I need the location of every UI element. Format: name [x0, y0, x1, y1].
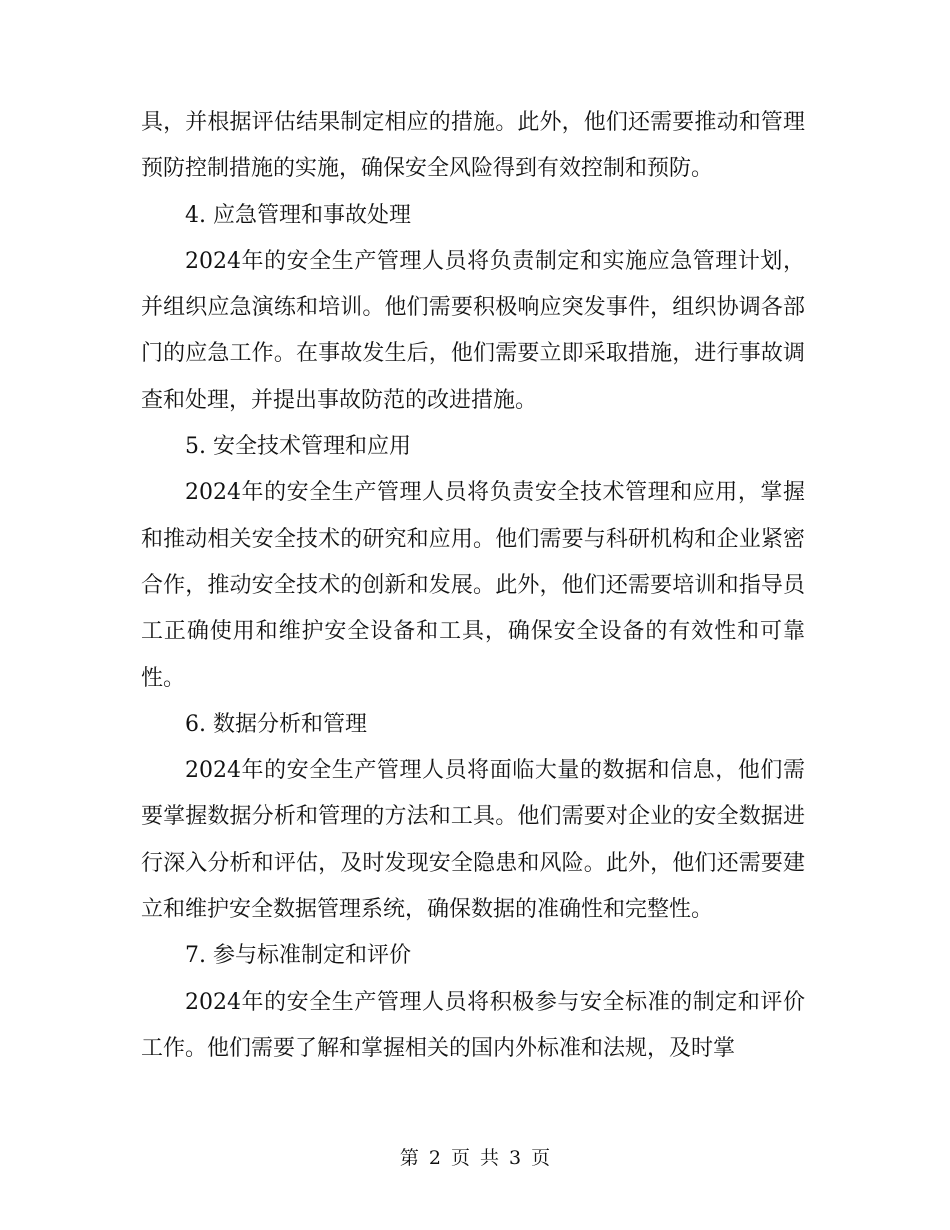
paragraph-section-5: 2024年的安全生产管理人员将负责安全技术管理和应用，掌握和推动相关安全技术的研究和应用。他们需要与科研机构和企业紧密合作，推动安全技术的创新和发展。此外，他们还需要培训和指导员工正确使用和维护安全设备和工具，确保安全设备的有效性和可靠性。: [141, 480, 805, 691]
paragraph-section-7: 2024年的安全生产管理人员将积极参与安全标准的制定和评价工作。他们需要了解和掌握相关的国内外标准和法规，及时掌: [141, 989, 805, 1061]
paragraph-section-6: 2024年的安全生产管理人员将面临大量的数据和信息，他们需要掌握数据分析和管理的方法和工具。他们需要对企业的安全数据进行深入分析和评估，及时发现安全隐患和风险。此外，他们还需要建立和维护安全数据管理系统，确保数据的准确性和完整性。: [141, 758, 805, 923]
paragraph-continuation: 具，并根据评估结果制定相应的措施。此外，他们还需要推动和管理预防控制措施的实施，确保安全风险得到有效控制和预防。: [141, 110, 805, 182]
section-heading-6: 6. 数据分析和管理: [185, 711, 367, 737]
page-footer: 第 2 页 共 3 页: [399, 1147, 551, 1169]
section-heading-5: 5. 安全技术管理和应用: [185, 434, 411, 460]
section-heading-7: 7. 参与标准制定和评价: [185, 943, 411, 969]
paragraph-section-4: 2024年的安全生产管理人员将负责制定和实施应急管理计划，并组织应急演练和培训。他们需要积极响应突发事件，组织协调各部门的应急工作。在事故发生后，他们需要立即采取措施，进行事故调查和处理，并提出事故防范的改进措施。: [141, 248, 805, 413]
section-heading-4: 4. 应急管理和事故处理: [185, 202, 411, 228]
document-body: [141, 100, 805, 1072]
